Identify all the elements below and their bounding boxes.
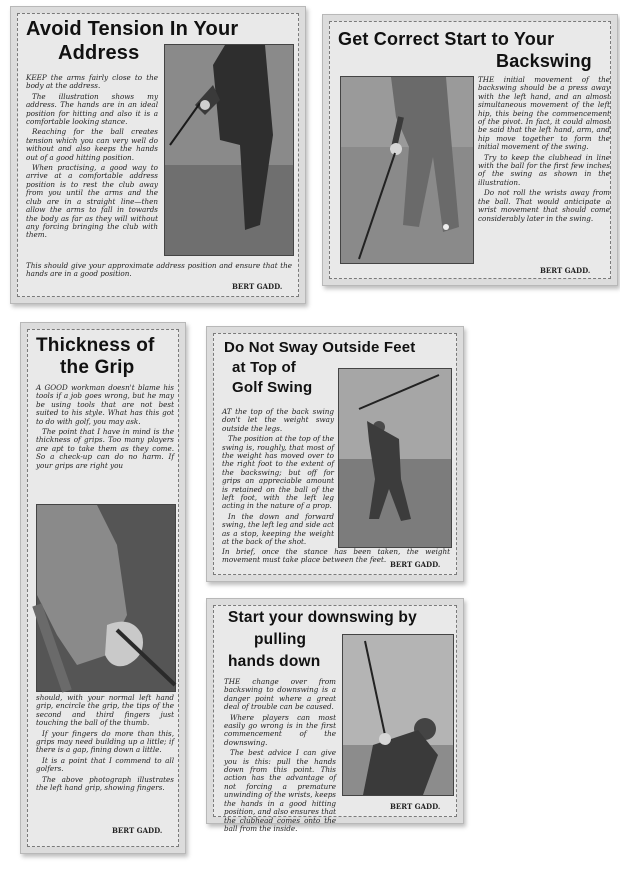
paragraph: Reaching for the ball creates tension which you can very well do without and also keeps the hands out of a good hitting position. [26, 127, 158, 162]
article-body-bottom [36, 694, 174, 822]
article-body [222, 408, 334, 546]
paragraph: It is a point that I commend to all golfers. [36, 755, 174, 774]
clipping-start-downswing [206, 598, 464, 833]
photo-golfer-downswing [342, 634, 454, 796]
paragraph: Where players can most easily go wrong is in the first commencement of the downswing. [224, 712, 336, 747]
paragraph: AT the top of the back swing don't let the weight sway outside the legs. [222, 407, 334, 433]
headline-line2: the Grip [60, 357, 135, 378]
clipping-avoid-tension [10, 6, 306, 304]
paragraph: The illustration shows my address. The hands are in an ideal position for hitting and also it is a comfortable looking stance. [26, 91, 158, 127]
headline-line1: Avoid Tension In Your [26, 18, 239, 40]
clipping-backswing [322, 14, 618, 286]
paragraph: A GOOD workman doesn't blame his tools if a job goes wrong, but he may be using tools that are not best suited to his style. What has this got to do with golf, you may ask. [36, 383, 174, 426]
headline-line1: Do Not Sway Outside Feet [224, 339, 416, 356]
article-closing [26, 262, 292, 280]
photo-golfer-address [164, 44, 294, 256]
headline-line3: Golf Swing [232, 379, 313, 396]
clipping-grip-thickness [20, 322, 186, 854]
photo-golfer-top-of-swing [338, 368, 452, 548]
clipping-frame [213, 333, 457, 575]
headline-line2: Address [58, 42, 140, 64]
clipping-frame [27, 329, 179, 847]
clipping-frame [329, 21, 611, 279]
paragraph: The above photograph illustrates the left hand grip, showing fingers. [36, 774, 174, 793]
clipping-frame [213, 605, 457, 833]
paragraph: KEEP the arms fairly close to the body at the address. [26, 73, 158, 91]
paragraph: THE initial movement of the backswing should be a press away with the left hand, and an almost simultaneous movement of the left hip, this being the commencement of the pivot. In fact, it could almost be said that the left hand, arm, and hip move together to form the initial movement of the swing. [478, 75, 610, 152]
byline: BERT GADD. [540, 266, 591, 275]
byline: BERT GADD. [112, 826, 163, 835]
paragraph: The point that I have in mind is the thickness of grips. Too many players are apt to take them as they come. So a check-up can do no harm. If your grips are right you [36, 427, 174, 470]
article-body [26, 74, 158, 274]
byline: BERT GADD. [390, 802, 441, 811]
paragraph: This should give your approximate address position and ensure that the hands are in a good position. [26, 261, 292, 279]
paragraph: The best advice I can give you is this: pull the hands down from this point. This action has the advantage of not forcing a premature unwinding of the wrists, keeps the hands in a good hitting position, and also ensures that the clubhead comes onto the ball from the inside. [224, 748, 336, 833]
paragraph: In brief, once the stance has been taken, the weight movement must take place between the feet. [222, 547, 450, 565]
headline-line3: hands down [228, 653, 321, 670]
clipping-frame [17, 13, 299, 297]
headline-line1: Start your downswing by [228, 609, 417, 626]
paragraph: Do not roll the wrists away from the ball. That would anticipate a wrist movement that should come considerably later in the swing. [478, 188, 610, 223]
byline: BERT GADD. [232, 282, 283, 291]
headline-line2: at Top of [232, 359, 297, 376]
paragraph: If your fingers do more than this, grips may need building up a little; if there is a gap, fining down a little. [36, 728, 174, 755]
clipping-do-not-sway [206, 326, 464, 582]
paragraph: When practising, a good way to arrive at a comfortable address position is to rest the club away from you until the arms and the club are in a straight line—then allow the arms to fall in towards the body as far as they will without any forcing bringing the club with them. [26, 163, 158, 240]
article-body [478, 76, 610, 266]
headline-line1: Thickness of [36, 335, 155, 356]
paragraph: THE change over from backswing to downswing is a danger point where a great deal of trouble can be caused. [224, 677, 336, 712]
paragraph: Try to keep the clubhead in line with the ball for the first few inches of the swing as shown in the illustration. [478, 152, 610, 187]
headline-line2: Backswing [496, 51, 592, 71]
photo-golfer-backswing-start [340, 76, 474, 264]
paragraph: should, with your normal left hand grip, encircle the grip, the tips of the second and third fingers just touching the ball of the thumb. [36, 693, 174, 728]
headline-line2: pulling [254, 631, 307, 648]
paragraph: The position at the top of the swing is, roughly, that most of the weight has moved over to the right foot to the extent of the backswing; but off for grips an appreciable amount is retained on the ball of the left foot, with the left leg acting in the nature of a prop. [222, 434, 334, 511]
article-body-top [36, 384, 174, 504]
article-body [224, 677, 336, 833]
byline: BERT GADD. [390, 560, 441, 569]
paragraph: In the down and forward swing, the left leg and side act as a stop, keeping the weight at the back of the shot. [222, 511, 334, 547]
headline-line1: Get Correct Start to Your [338, 29, 555, 49]
photo-left-hand-grip [36, 504, 176, 692]
